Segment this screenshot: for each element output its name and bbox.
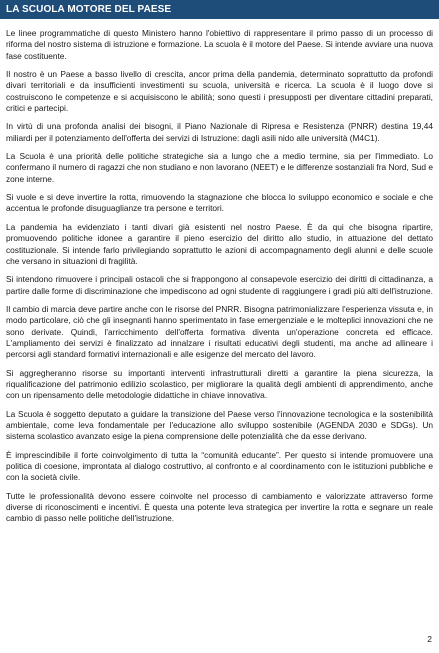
paragraph: Tutte le professionalità devono essere coinvolte nel processo di cambiamento e valorizzate attraverso forme diverse di riconoscimenti e incentivi. È questa una potente leva strategica per invertire la rotta e segnare un reale cambio di passo nelle politiche dell'istruzione.: [6, 490, 433, 524]
paragraph: In virtù di una profonda analisi dei bisogni, il Piano Nazionale di Ripresa e Resistenza (PNRR) destina 19,44 miliardi per il potenziamento dell'offerta dei servizi di Istruzione: dagli asili nido alle università (M4C1).: [6, 121, 433, 143]
page-number: 2: [427, 634, 432, 644]
paragraph: Si intendono rimuovere i principali ostacoli che si frappongono al consapevole esercizio dei diritti di cittadinanza, a partire dalle forme di discriminazione che impediscono ad ogni studente di raggiungere i gradi più alti dell'istruzione.: [6, 274, 433, 296]
paragraph: Le linee programmatiche di questo Ministero hanno l'obiettivo di rappresentare il primo passo di un processo di riforma del nostro sistema di istruzione e formazione. La scuola è il motore del Paese. Si intende avviare una nuova fase costituente.: [6, 28, 433, 61]
paragraph: Il nostro è un Paese a basso livello di crescita, ancor prima della pandemia, determinato soprattutto da profondi divari territoriali e da insufficienti investimenti su scuola, università e ricerca. La scuola è il luogo dove si costruiscono le competenze e si acquisiscono le abilità; sono questi i presupposti per diventare cittadini preparati, critici e partecipi.: [6, 69, 433, 114]
section-title: LA SCUOLA MOTORE DEL PAESE: [6, 4, 172, 15]
section-header-bar: [0, 0, 439, 19]
body-text: [6, 28, 433, 532]
paragraph: Si aggregheranno risorse su importanti interventi infrastrutturali diretti a garantire la piena sicurezza, la riqualificazione del patrimonio edilizio scolastico, per migliorare la qualità degli ambienti di apprendimento, anche con un ripensamento delle metodologie didattiche in chiave innovativa.: [6, 367, 433, 401]
paragraph: Si vuole e si deve invertire la rotta, rimuovendo la stagnazione che blocca lo sviluppo economico e sociale e che accentua le profonde disuguaglianze tra persone e territori.: [6, 192, 433, 214]
paragraph: La Scuola è soggetto deputato a guidare la transizione del Paese verso l'innovazione tecnologica e la sostenibilità ambientale, come leva fondamentale per l'educazione allo sviluppo sostenibile (AGENDA 2030 e SDGs). Un sistema scolastico avanzato esige la piena comprensione delle potenzialità che da esse derivano.: [6, 408, 433, 442]
paragraph: La Scuola è una priorità delle politiche strategiche sia a lungo che a medio termine, sia per l'immediato. Lo confermano il numero di ragazzi che non studiano e non lavorano (NEET) e le differenze sostanziali fra Nord, Sud e zone interne.: [6, 151, 434, 184]
paragraph: Il cambio di marcia deve partire anche con le risorse del PNRR. Bisogna patrimonializzare l'esperienza vissuta e, in modo particolare, ciò che gli insegnanti hanno sperimentato in fase emergenziale e le molteplici innovazioni che ne sono derivate. Quindi, l'arricchimento dell'offerta formativa diventa un'operazione concreta ed efficace. L'ampliamento dei servizi è finalizzato ad innalzare i risultati educativi degli studenti, ma anche ad allineare i percorsi agli standard formativi internazionali e alle esigenze del mercato del lavoro.: [6, 303, 433, 360]
paragraph: È imprescindibile il forte coinvolgimento di tutta la “comunità educante”. Per questo si intende promuovere una politica di coesione, improntata al dialogo costruttivo, al confronto e al coordinamento con le istituzioni pubbliche e con la società civile.: [6, 449, 433, 483]
paragraph: La pandemia ha evidenziato i tanti divari già esistenti nel nostro Paese. È da qui che bisogna ripartire, promuovendo politiche idonee a garantire il pieno esercizio del diritto allo studio, in attuazione del dettato costituzionale. Si intende farlo privilegiando soprattutto le azioni di accompagnamento degli alunni e delle scuole che versano in situazioni di fragilità.: [6, 221, 433, 266]
